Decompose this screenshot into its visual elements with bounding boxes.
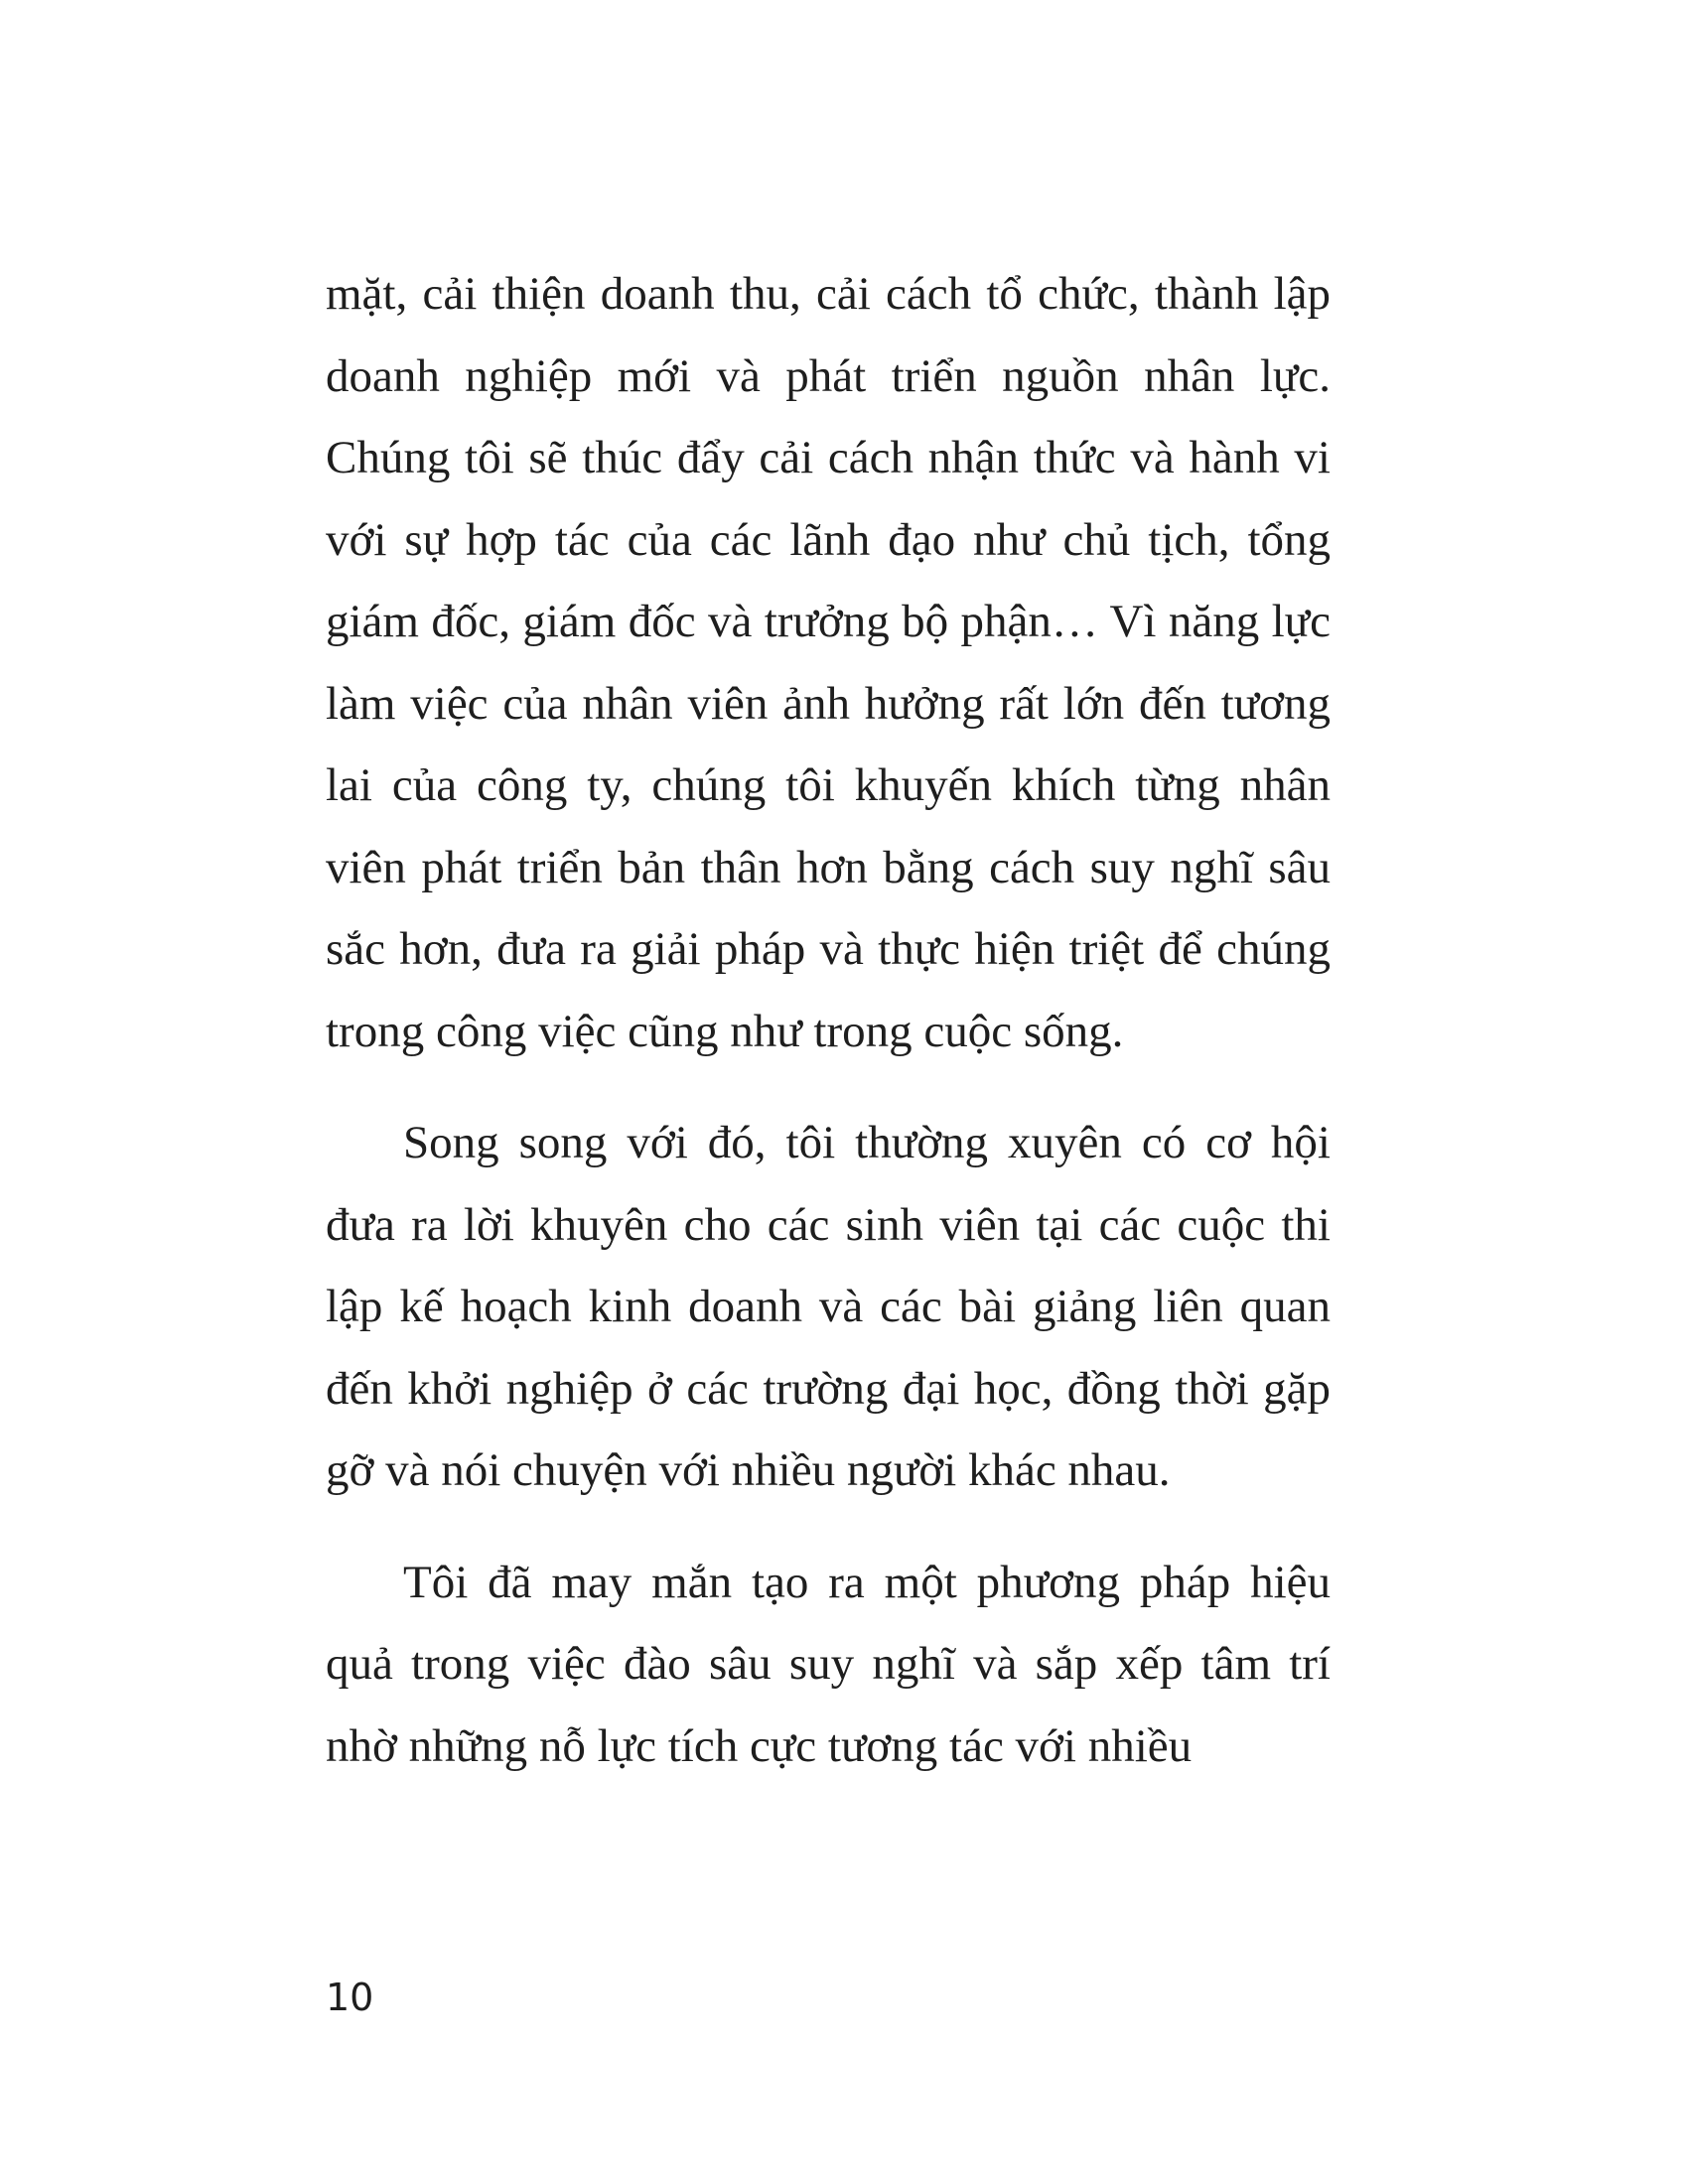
paragraph-student-advice: Song song với đó, tôi thường xuyên có cơ hội đưa ra lời khuyên cho các sinh viên tại các cuộc thi lập kế hoạch kinh doanh và các bài giảng liên quan đến khởi nghiệp ở các trường đại học, đồng thời gặp gỡ và nói chuyện với nhiều người khác nhau. [326, 1117, 1331, 1496]
paragraph-method: Tôi đã may mắn tạo ra một phương pháp hiệu quả trong việc đào sâu suy nghĩ và sắp xếp tâm trí nhờ những nỗ lực tích cực tương tác với nhiều [326, 1556, 1331, 1772]
body-text [326, 253, 1331, 1787]
page-number: 10 [326, 1976, 374, 2019]
paragraph-continuation: mặt, cải thiện doanh thu, cải cách tổ chức, thành lập doanh nghiệp mới và phát triển nguồn nhân lực. Chúng tôi sẽ thúc đẩy cải cách nhận thức và hành vi với sự hợp tác của các lãnh đạo như chủ tịch, tổng giám đốc, giám đốc và trưởng bộ phận… Vì năng lực làm việc của nhân viên ảnh hưởng rất lớn đến tương lai của công ty, chúng tôi khuyến khích từng nhân viên phát triển bản thân hơn bằng cách suy nghĩ sâu sắc hơn, đưa ra giải pháp và thực hiện triệt để chúng trong công việc cũng như trong cuộc sống. [326, 268, 1331, 1057]
